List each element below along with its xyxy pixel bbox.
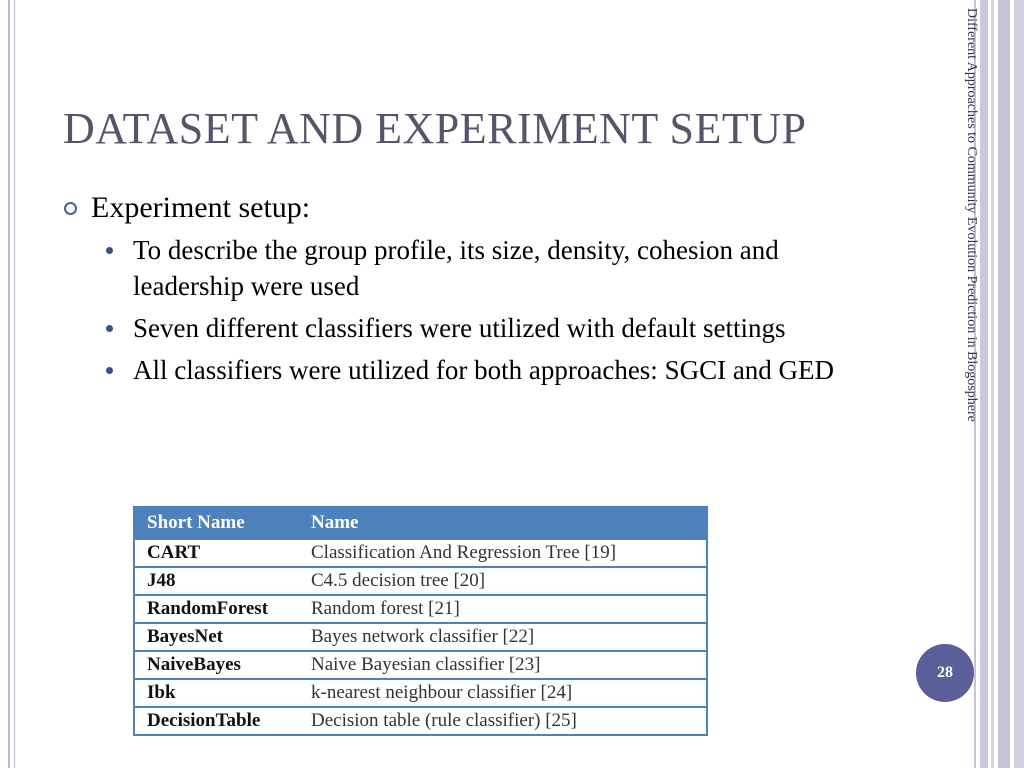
cell-name: Bayes network classifier [22]: [299, 623, 707, 651]
bullet-item-text: To describe the group profile, its size, density, cohesion and leadership were used: [133, 235, 779, 301]
cell-short-name: NaiveBayes: [134, 651, 299, 679]
table-row: [134, 651, 707, 679]
cell-name: Random forest [21]: [299, 595, 707, 623]
bullet-item-text: Seven different classifiers were utilized with default settings: [133, 313, 786, 343]
page-number: 28: [937, 664, 953, 681]
bullet-item: [106, 232, 874, 304]
bullet-item: [106, 352, 874, 388]
cell-name: Classification And Regression Tree [19]: [299, 539, 707, 567]
cell-name: Naive Bayesian classifier [23]: [299, 651, 707, 679]
right-decor-stripes: [974, 0, 1024, 768]
column-header-short-name: Short Name: [134, 507, 299, 539]
ring-bullet-icon: [64, 202, 77, 215]
classifier-table: [133, 506, 708, 736]
cell-short-name: J48: [134, 567, 299, 595]
dot-bullet-icon: [106, 325, 113, 332]
left-decor-line-inner: [14, 0, 15, 768]
table-row: [134, 595, 707, 623]
bullet-list: [64, 188, 874, 388]
dot-bullet-icon: [106, 367, 113, 374]
dot-bullet-icon: [106, 247, 113, 254]
cell-short-name: RandomForest: [134, 595, 299, 623]
side-caption: Different Approaches to Community Evolution Prediction in Blogosphere: [964, 8, 979, 422]
table-row: [134, 567, 707, 595]
left-decor-line-outer: [8, 0, 10, 768]
cell-short-name: BayesNet: [134, 623, 299, 651]
column-header-name: Name: [299, 507, 707, 539]
bullet-heading-text: Experiment setup:: [91, 191, 311, 224]
bullet-heading: [64, 188, 874, 228]
table-row: [134, 623, 707, 651]
cell-short-name: CART: [134, 539, 299, 567]
cell-name: Decision table (rule classifier) [25]: [299, 707, 707, 735]
table-row: [134, 539, 707, 567]
slide-title: DATASET AND EXPERIMENT SETUP: [63, 104, 807, 153]
table-row: [134, 707, 707, 735]
cell-short-name: DecisionTable: [134, 707, 299, 735]
bullet-item: [106, 310, 874, 346]
table-row: [134, 679, 707, 707]
cell-name: C4.5 decision tree [20]: [299, 567, 707, 595]
table-header-row: [134, 507, 707, 539]
bullet-item-text: All classifiers were utilized for both approaches: SGCI and GED: [133, 355, 835, 385]
cell-short-name: Ibk: [134, 679, 299, 707]
page-number-badge: [916, 644, 974, 702]
cell-name: k-nearest neighbour classifier [24]: [299, 679, 707, 707]
